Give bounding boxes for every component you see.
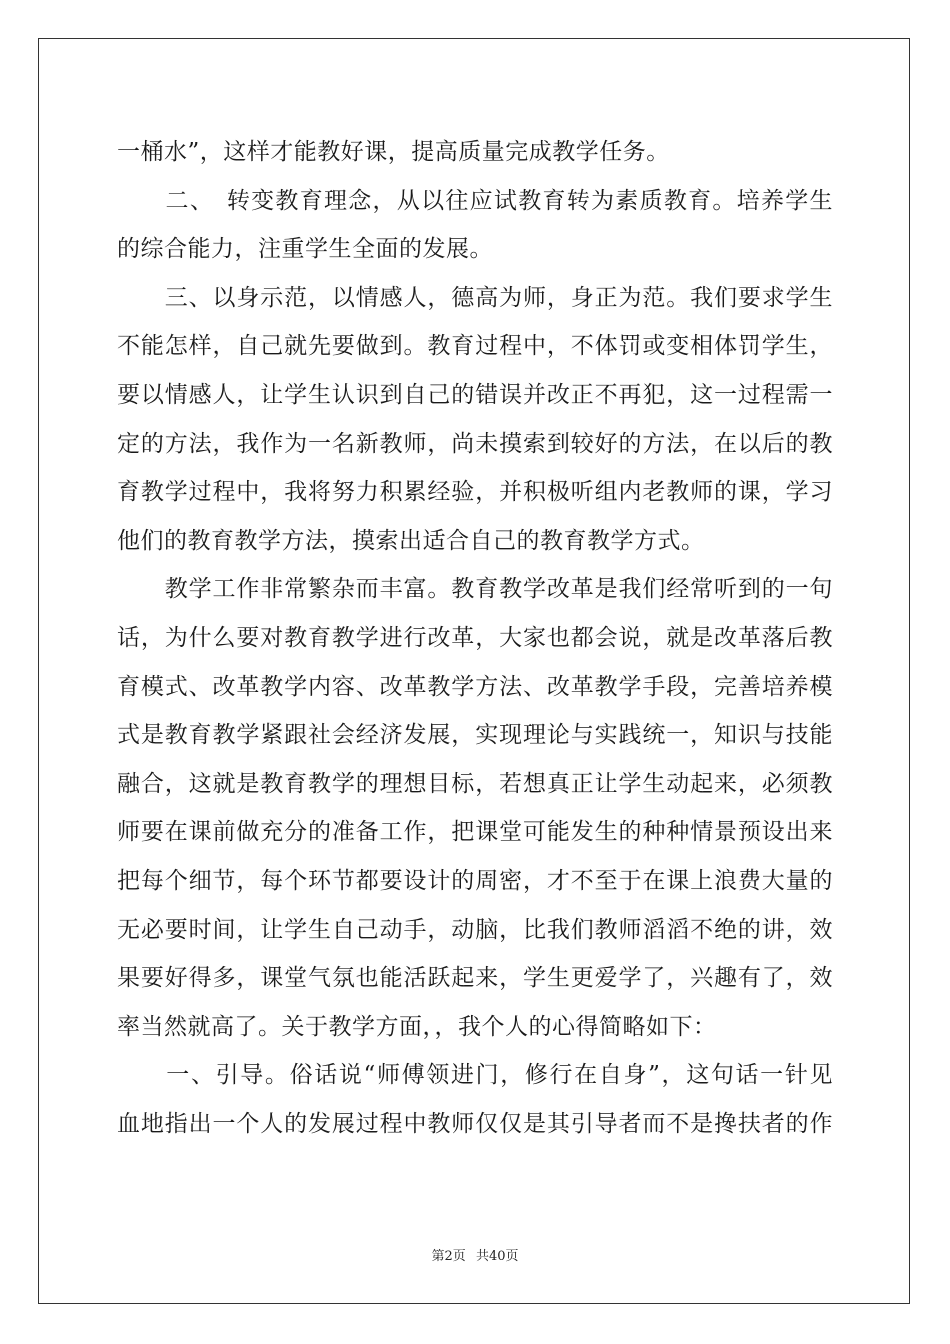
text-line: 果要好得多，课堂气氛也能活跃起来，学生更爱学了，兴趣有了，效 xyxy=(117,965,833,992)
text-line: 式是教育教学紧跟社会经济发展，实现理论与实践统一，知识与技能 xyxy=(117,722,833,749)
text-line: 一桶水”，这样才能教好课，提高质量完成教学任务。 xyxy=(117,139,670,165)
text-line: 不能怎样，自己就先要做到。教育过程中，不体罚或变相体罚学生， xyxy=(117,333,833,360)
document-body xyxy=(117,128,833,1148)
text-line: 育模式、改革教学内容、改革教学方法、改革教学手段，完善培养模 xyxy=(117,673,833,700)
text-line: 育教学过程中，我将努力积累经验，并积极听组内老教师的课，学习 xyxy=(117,479,833,506)
text-line: 无必要时间，让学生自己动手，动脑，比我们教师滔滔不绝的讲，效 xyxy=(117,916,833,943)
text-line: 师要在课前做充分的准备工作，把课堂可能发生的种种情景预设出来 xyxy=(117,819,833,846)
text-line: 要以情感人，让学生认识到自己的错误并改正不再犯，这一过程需一 xyxy=(117,381,833,408)
text-line: 定的方法，我作为一名新教师，尚未摸索到较好的方法，在以后的教 xyxy=(117,430,833,457)
text-line: 融合，这就是教育教学的理想目标，若想真正让学生动起来，必须教 xyxy=(117,770,833,797)
text-line: 一、引导。俗话说“师傅领进门，修行在自身”，这句话一针见 xyxy=(117,1062,833,1089)
page-total: 共40页 xyxy=(475,1249,519,1264)
text-line: 话，为什么要对教育教学进行改革，大家也都会说，就是改革落后教 xyxy=(117,624,833,651)
text-line: 他们的教育教学方法，摸索出适合自己的教育教学方式。 xyxy=(117,527,705,554)
text-line: 把每个细节，每个环节都要设计的周密，才不至于在课上浪费大量的 xyxy=(117,867,833,894)
text-line: 血地指出一个人的发展过程中教师仅仅是其引导者而不是搀扶者的作 xyxy=(117,1110,833,1137)
text-line: 二、 转变教育理念，从以往应试教育转为素质教育。培养学生 xyxy=(117,187,833,214)
page-number: 第2页 xyxy=(431,1249,466,1264)
text-line: 教学工作非常繁杂而丰富。教育教学改革是我们经常听到的一句 xyxy=(117,576,833,603)
text-line: 率当然就高了。关于教学方面，，我个人的心得简略如下： xyxy=(117,1013,717,1040)
text-line: 三、以身示范，以情感人，德高为师，身正为范。我们要求学生 xyxy=(117,284,833,311)
page-footer xyxy=(0,1245,950,1264)
text-line: 的综合能力，注重学生全面的发展。 xyxy=(117,236,493,263)
